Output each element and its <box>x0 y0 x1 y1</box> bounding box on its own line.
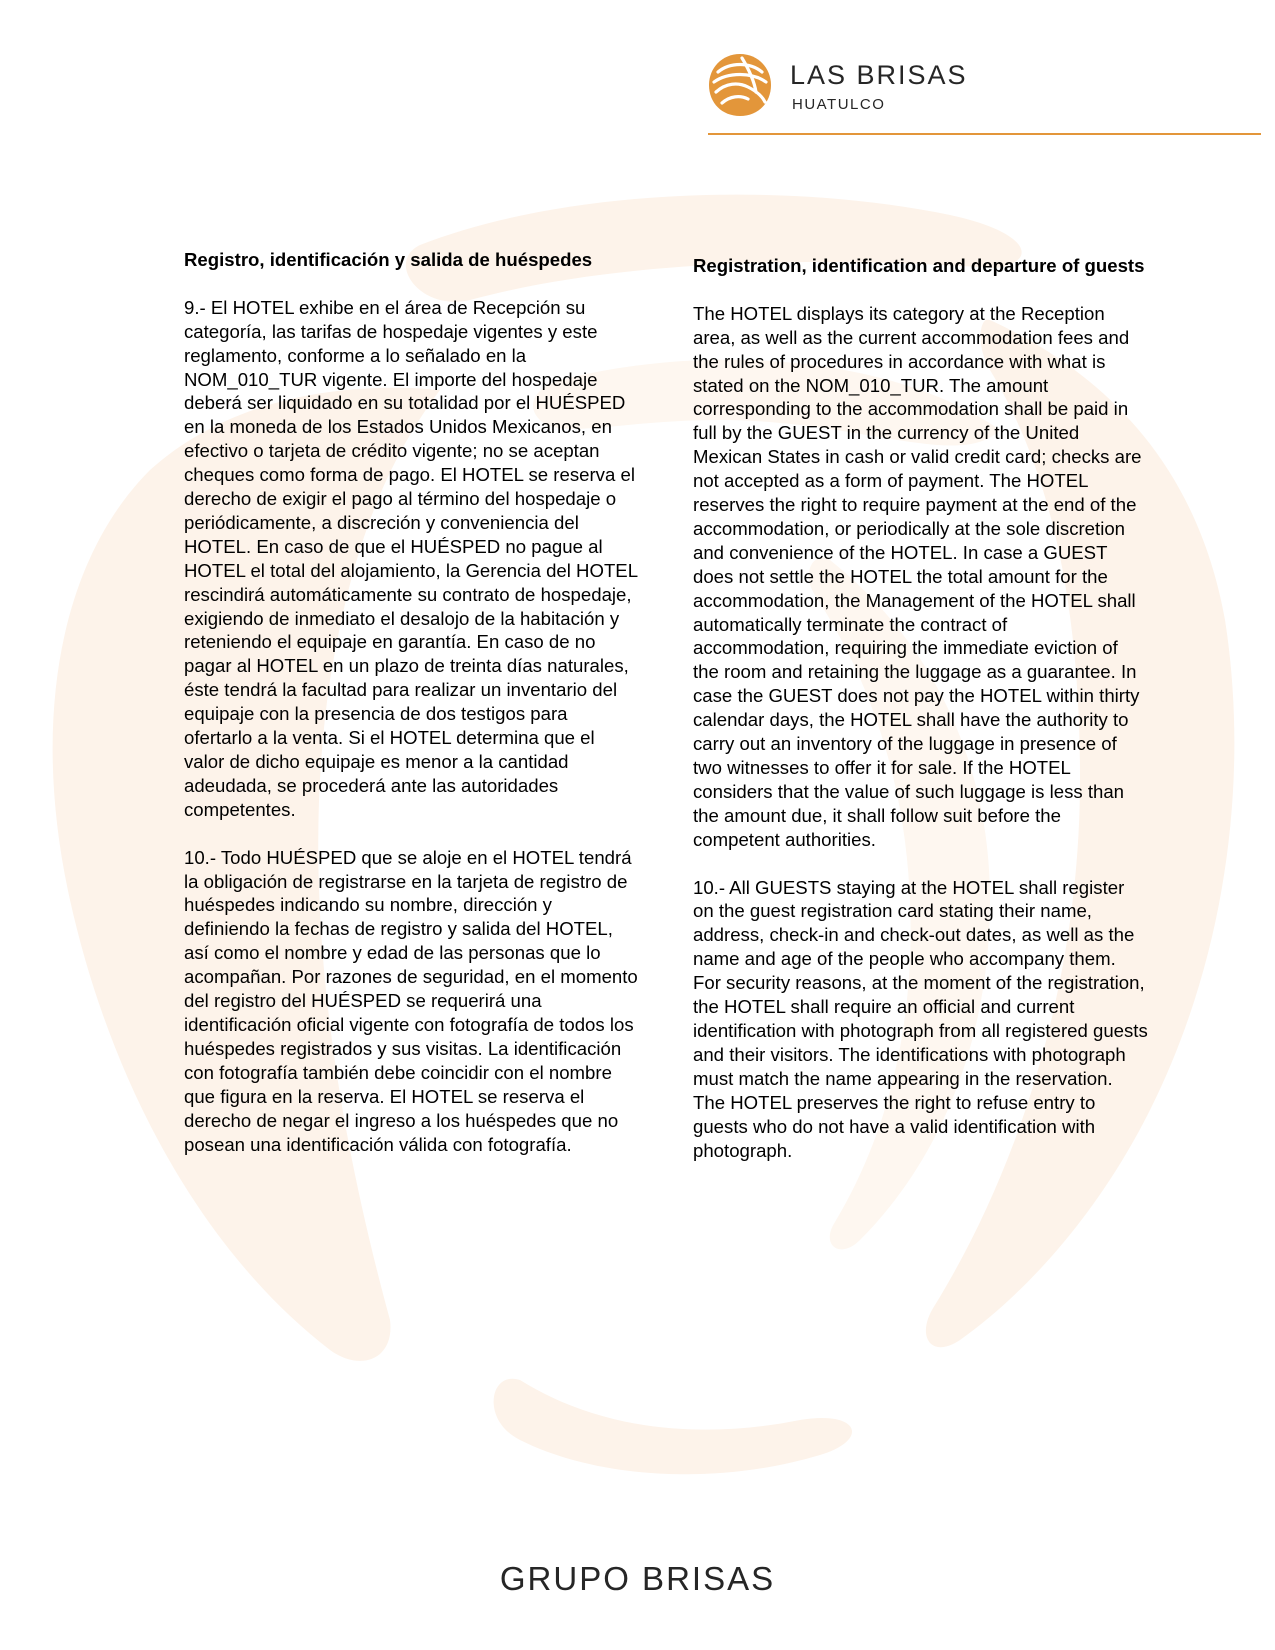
shell-logo-icon <box>708 52 772 118</box>
brand-location: HUATULCO <box>792 96 886 113</box>
spanish-column <box>184 248 639 1180</box>
spanish-clause-10: 10.- Todo HUÉSPED que se aloje en el HOTEL tendrá la obligación de registrarse en la tarjeta de registro de huéspedes indicando su nombre, dirección y definiendo la fechas de registro y salida del HOTEL, así como el nombre y edad de las personas que lo acompañan. Por razones de seguridad, en el momento del registro del HUÉSPED se requerirá una identificación oficial vigente con fotografía de todos los huéspedes registrados y sus visitas. La identificación con fotografía también debe coincidir con el nombre que figura en la reserva. El HOTEL se reserva el derecho de negar el ingreso a los huéspedes que no posean una identificación válida con fotografía. <box>184 846 638 1155</box>
english-heading: Registration, identification and departure of guests <box>693 255 1145 276</box>
english-column <box>693 254 1148 1186</box>
spanish-heading: Registro, identificación y salida de huéspedes <box>184 249 593 270</box>
footer-brand: GRUPO BRISAS <box>499 1560 776 1597</box>
english-clause-9: The HOTEL displays its category at the Reception area, as well as the current accommodation fees and the rules of procedures in accordance with what is stated on the NOM_010_TUR. The amount corresponding to the accommodation shall be paid in full by the GUEST in the currency of the United Mexican States in cash or valid credit card; checks are not accepted as a form of payment. The HOTEL reserves the right to require payment at the end of the accommodation, or periodically at the sole discretion and convenience of the HOTEL. In case a GUEST does not settle the HOTEL the total amount for the accommodation, the Management of the HOTEL shall automatically terminate the contract of accommodation, requiring the immediate eviction of the room and retaining the luggage as a guarantee. In case the GUEST does not pay the HOTEL within thirty calendar days, the HOTEL shall have the authority to carry out an inventory of the luggage in presence of two witnesses to offer it for sale. If the HOTEL considers that the value of such luggage is less than the amount due, it shall follow suit before the competent authorities. <box>693 302 1142 850</box>
header-divider <box>708 133 1261 135</box>
brand-logo <box>708 52 968 122</box>
spanish-clause-9: 9.- El HOTEL exhibe en el área de Recepción su categoría, las tarifas de hospedaje vigentes y este reglamento, conforme a lo señalado en la NOM_010_TUR vigente. El importe del hospedaje deberá ser liquidado en su totalidad por el HUÉSPED en la moneda de los Estados Unidos Mexicanos, en efectivo o tarjeta de crédito vigente; no se aceptan cheques como forma de pago. El HOTEL se reserva el derecho de exigir el pago al término del hospedaje o periódicamente, a discreción y conveniencia del HOTEL. En caso de que el HUÉSPED no pague al HOTEL el total del alojamiento, la Gerencia del HOTEL rescindirá automáticamente su contrato de hospedaje, exigiendo de inmediato el desalojo de la habitación y reteniendo el equipaje en garantía. En caso de no pagar al HOTEL en un plazo de treinta días naturales, éste tendrá la facultad para realizar un inventario del equipaje con la presencia de dos testigos para ofertarlo a la venta. Si el HOTEL determina que el valor de dicho equipaje es menor a la cantidad adeudada, se procederá ante las autoridades competentes. <box>184 296 638 820</box>
english-clause-10: 10.- All GUESTS staying at the HOTEL shall register on the guest registration card stating their name, address, check-in and check-out dates, as well as the name and age of the people who accompany them. For security reasons, at the moment of the registration, the HOTEL shall require an official and current identification with photograph from all registered guests and their visitors. The identifications with photograph must match the name appearing in the reservation. The HOTEL preserves the right to refuse entry to guests who do not have a valid identification with photograph. <box>693 876 1148 1161</box>
brand-name: LAS BRISAS <box>790 60 968 90</box>
